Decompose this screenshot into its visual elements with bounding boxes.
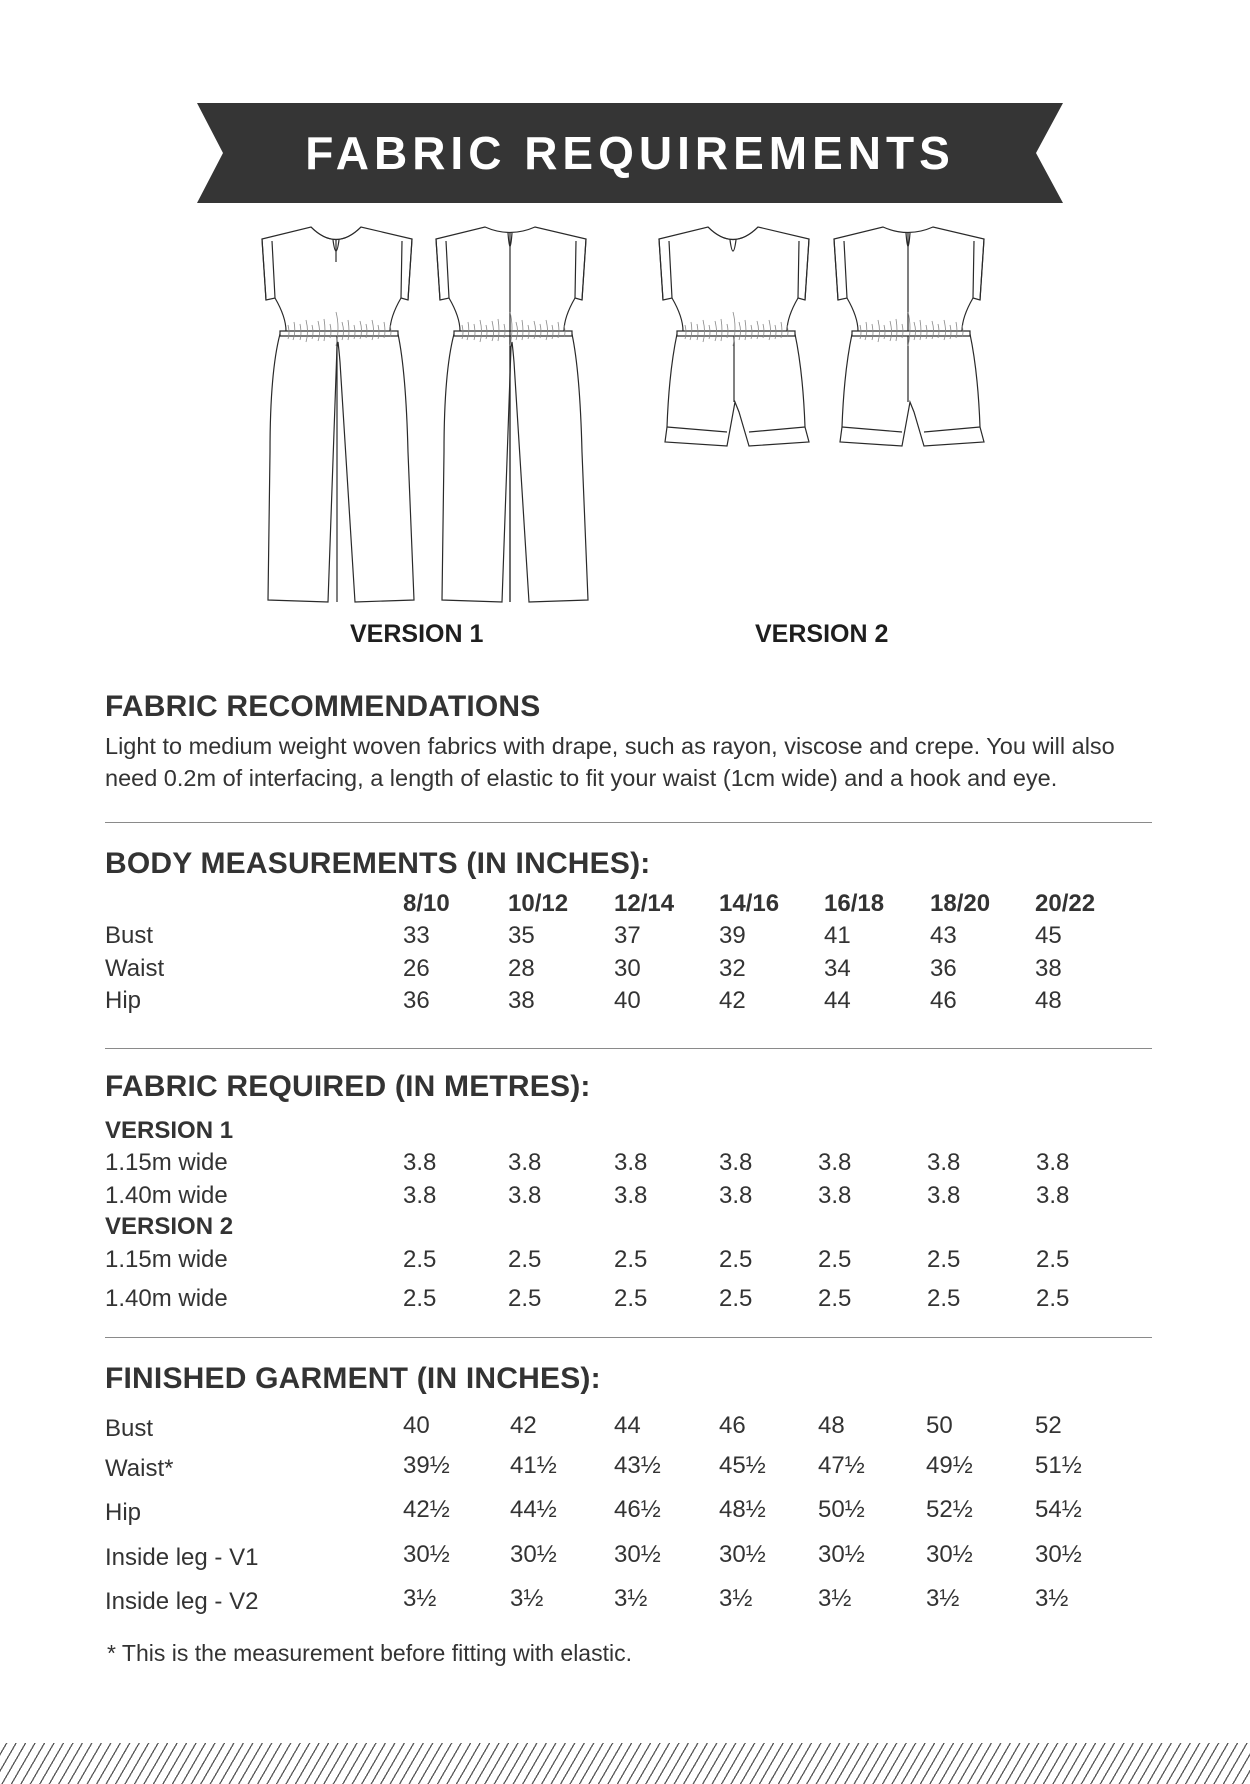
table-cell: 37 [614, 922, 641, 949]
table-cell: 36 [930, 955, 957, 982]
row-label: 1.15m wide [105, 1246, 228, 1273]
table-cell: 2.5 [1036, 1246, 1070, 1273]
table-cell: 3½ [818, 1585, 852, 1612]
table-cell: 42 [510, 1412, 537, 1439]
fabric-required-heading: FABRIC REQUIRED (IN METRES): [105, 1070, 591, 1103]
table-cell: 3.8 [1036, 1149, 1070, 1176]
table-cell: 30½ [719, 1541, 766, 1568]
table-cell: 2.5 [614, 1246, 648, 1273]
table-cell: 33 [403, 922, 430, 949]
table-cell: 2.5 [719, 1246, 753, 1273]
recommendations-text [105, 730, 1165, 794]
table-cell: 30½ [1035, 1541, 1082, 1568]
table-cell: 28 [508, 955, 535, 982]
table-cell: 47½ [818, 1452, 865, 1479]
table-cell: 44 [824, 987, 851, 1014]
table-cell: 38 [508, 987, 535, 1014]
table-row [0, 1541, 1250, 1575]
table-cell: 3½ [403, 1585, 437, 1612]
table-cell: 38 [1035, 955, 1062, 982]
table-cell: 48½ [719, 1496, 766, 1523]
table-cell: 52 [1035, 1412, 1062, 1439]
section-divider [105, 1048, 1152, 1049]
table-cell: 3½ [1035, 1585, 1069, 1612]
row-label: 1.40m wide [105, 1285, 228, 1312]
recommendations-heading: FABRIC RECOMMENDATIONS [105, 690, 541, 723]
table-cell: 36 [403, 987, 430, 1014]
group-label-version-2: VERSION 2 [105, 1213, 234, 1240]
size-header: 10/12 [508, 890, 569, 917]
row-label: Hip [105, 987, 142, 1014]
table-cell: 3.8 [403, 1149, 437, 1176]
title-banner [197, 103, 1063, 203]
table-cell: 51½ [1035, 1452, 1082, 1479]
table-row [0, 1285, 1250, 1319]
group-row [0, 1213, 1250, 1247]
table-cell: 30½ [614, 1541, 661, 1568]
table-cell: 2.5 [818, 1246, 852, 1273]
table-cell: 2.5 [508, 1246, 542, 1273]
table-cell: 3.8 [719, 1182, 753, 1209]
row-label: Waist* [105, 1455, 174, 1482]
table-cell: 42 [719, 987, 746, 1014]
table-row [0, 987, 1250, 1021]
size-header: 20/22 [1035, 890, 1096, 917]
section-divider [105, 822, 1152, 823]
size-header: 16/18 [824, 890, 885, 917]
table-cell: 45 [1035, 922, 1062, 949]
table-cell: 3.8 [719, 1149, 753, 1176]
jumpsuit-front-illustration [258, 222, 418, 607]
table-row [0, 1182, 1250, 1216]
size-header: 18/20 [930, 890, 991, 917]
table-cell: 34 [824, 955, 851, 982]
size-header: 14/16 [719, 890, 780, 917]
table-row [0, 955, 1250, 989]
row-label: 1.40m wide [105, 1182, 228, 1209]
body-measurements-heading: BODY MEASUREMENTS (IN INCHES): [105, 847, 651, 880]
table-cell: 45½ [719, 1452, 766, 1479]
table-cell: 43 [930, 922, 957, 949]
table-cell: 40 [403, 1412, 430, 1439]
page-title: FABRIC REQUIREMENTS [305, 127, 955, 179]
table-cell: 3.8 [927, 1149, 961, 1176]
table-row [0, 1412, 1250, 1446]
row-label: Inside leg - V1 [105, 1544, 259, 1571]
diagonal-stripe-border [0, 1743, 1250, 1784]
row-label: Hip [105, 1499, 142, 1526]
table-cell: 48 [1035, 987, 1062, 1014]
table-cell: 35 [508, 922, 535, 949]
table-cell: 48 [818, 1412, 845, 1439]
table-cell: 46 [719, 1412, 746, 1439]
table-cell: 2.5 [719, 1285, 753, 1312]
group-row [0, 1117, 1250, 1151]
table-cell: 44½ [510, 1496, 557, 1523]
table-cell: 2.5 [927, 1246, 961, 1273]
table-cell: 54½ [1035, 1496, 1082, 1523]
row-label: Bust [105, 922, 154, 949]
table-cell: 3.8 [818, 1149, 852, 1176]
table-cell: 30 [614, 955, 641, 982]
table-cell: 3.8 [614, 1182, 648, 1209]
table-cell: 50 [926, 1412, 953, 1439]
table-cell: 3.8 [1036, 1182, 1070, 1209]
playsuit-front-illustration [655, 222, 815, 452]
table-cell: 2.5 [818, 1285, 852, 1312]
table-cell: 32 [719, 955, 746, 982]
table-cell: 3½ [614, 1585, 648, 1612]
table-cell: 50½ [818, 1496, 865, 1523]
table-row [0, 1496, 1250, 1530]
version-1-label: VERSION 1 [350, 620, 484, 648]
table-cell: 42½ [403, 1496, 450, 1523]
row-label: Inside leg - V2 [105, 1588, 259, 1615]
size-header-row [0, 890, 1250, 924]
footnote: * This is the measurement before fitting with elastic. [107, 1640, 632, 1666]
table-row [0, 1585, 1250, 1619]
size-header: 12/14 [614, 890, 675, 917]
table-row [0, 1246, 1250, 1280]
group-label-version-1: VERSION 1 [105, 1117, 234, 1144]
table-cell: 41 [824, 922, 851, 949]
jumpsuit-back-illustration [432, 222, 592, 607]
table-cell: 30½ [403, 1541, 450, 1568]
row-label: 1.15m wide [105, 1149, 228, 1176]
recommendations-line-1: Light to medium weight woven fabrics with drape, such as rayon, viscose and crepe. You will also [105, 733, 1115, 759]
recommendations-line-2: need 0.2m of interfacing, a length of elastic to fit your waist (1cm wide) and a hook and eye. [105, 765, 1058, 791]
table-cell: 3.8 [818, 1182, 852, 1209]
section-divider [105, 1337, 1152, 1338]
table-row [0, 1452, 1250, 1486]
row-label: Bust [105, 1415, 154, 1442]
table-cell: 40 [614, 987, 641, 1014]
table-cell: 3½ [719, 1585, 753, 1612]
table-cell: 46 [930, 987, 957, 1014]
table-cell: 2.5 [508, 1285, 542, 1312]
table-cell: 3½ [510, 1585, 544, 1612]
table-cell: 49½ [926, 1452, 973, 1479]
table-cell: 2.5 [403, 1246, 437, 1273]
table-cell: 3.8 [508, 1149, 542, 1176]
table-cell: 39 [719, 922, 746, 949]
table-cell: 3.8 [508, 1182, 542, 1209]
table-cell: 3.8 [403, 1182, 437, 1209]
size-header: 8/10 [403, 890, 450, 917]
row-label: Waist [105, 955, 165, 982]
table-cell: 43½ [614, 1452, 661, 1479]
version-2-label: VERSION 2 [755, 620, 889, 648]
table-cell: 2.5 [1036, 1285, 1070, 1312]
table-cell: 30½ [818, 1541, 865, 1568]
table-cell: 30½ [926, 1541, 973, 1568]
table-cell: 39½ [403, 1452, 450, 1479]
table-cell: 46½ [614, 1496, 661, 1523]
table-cell: 3½ [926, 1585, 960, 1612]
table-cell: 30½ [510, 1541, 557, 1568]
table-cell: 2.5 [927, 1285, 961, 1312]
table-row [0, 1149, 1250, 1183]
table-row [0, 922, 1250, 956]
table-cell: 52½ [926, 1496, 973, 1523]
table-cell: 3.8 [614, 1149, 648, 1176]
table-cell: 44 [614, 1412, 641, 1439]
table-cell: 26 [403, 955, 430, 982]
table-cell: 2.5 [614, 1285, 648, 1312]
table-cell: 41½ [510, 1452, 557, 1479]
finished-garment-heading: FINISHED GARMENT (IN INCHES): [105, 1362, 601, 1395]
playsuit-back-illustration [830, 222, 990, 452]
table-cell: 2.5 [403, 1285, 437, 1312]
table-cell: 3.8 [927, 1182, 961, 1209]
